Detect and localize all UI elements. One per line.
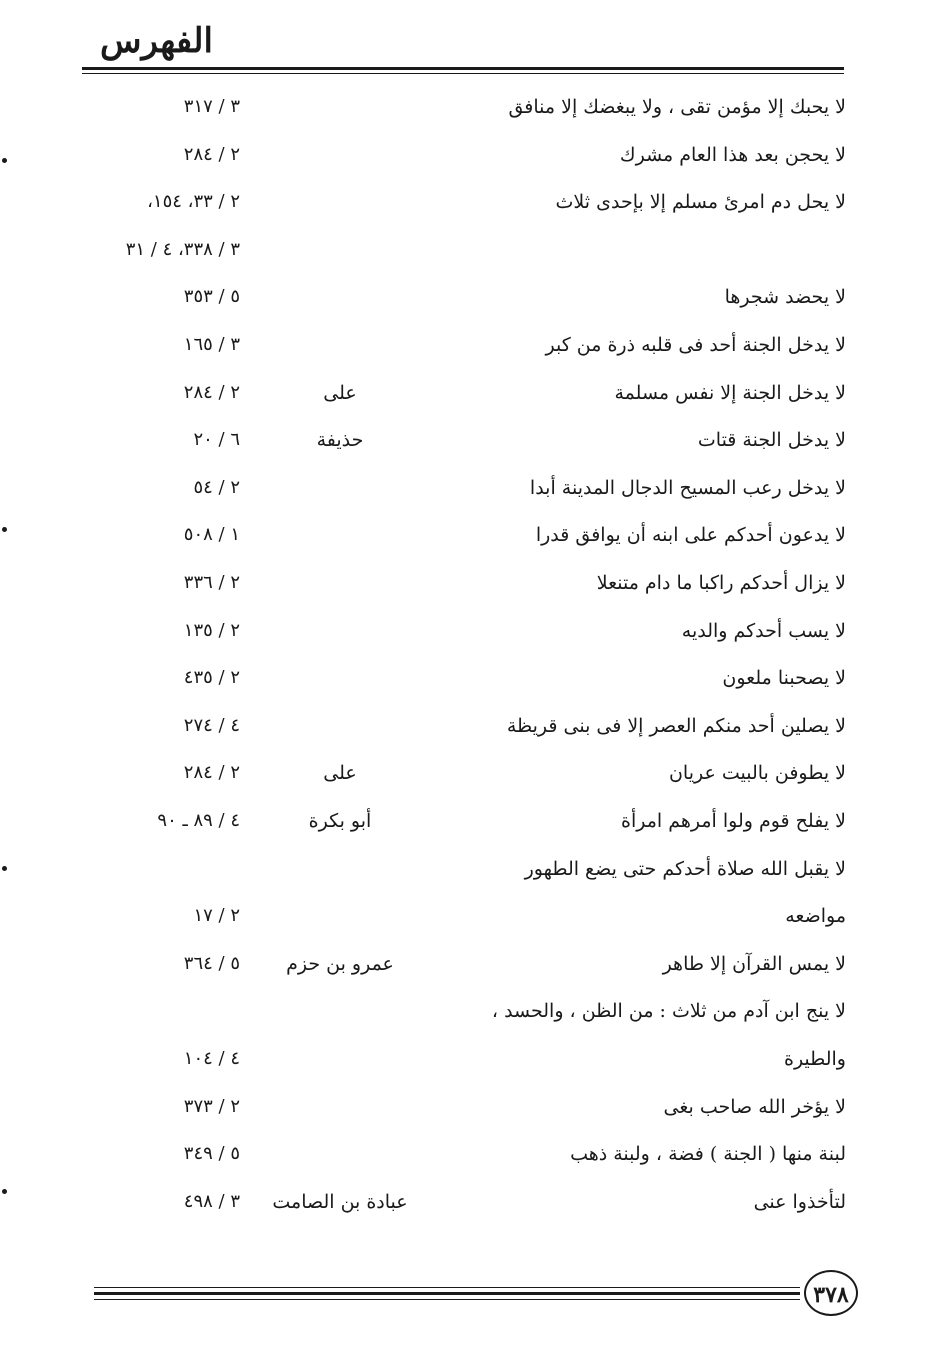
footer-rule-1: [94, 1287, 800, 1288]
volume-page-ref: ٤ / ٨٩ ـ ٩٠: [157, 810, 240, 831]
hadith-text: لا يدخل الجنة أحد فى قلبه ذرة من كبر: [545, 334, 846, 356]
hadith-text: لا يدخل رعب المسيح الدجال المدينة أبدا: [529, 477, 846, 499]
index-row: [60, 325, 846, 365]
hadith-text: مواضعه: [785, 905, 846, 927]
hadith-text: لا يحبك إلا مؤمن تقى ، ولا يبغضك إلا منافق: [508, 96, 846, 118]
margin-speck: [2, 158, 7, 163]
narrator: أبو بكرة: [308, 810, 372, 832]
footer-rule-3: [94, 1299, 800, 1300]
margin-speck: [2, 866, 7, 871]
index-row: [60, 801, 846, 841]
index-row: [60, 658, 846, 698]
volume-page-ref: ٢ / ٢٨٤: [183, 382, 240, 403]
index-row: [60, 182, 846, 222]
hadith-text: لا يقبل الله صلاة أحدكم حتى يضع الطهور: [524, 858, 846, 880]
volume-page-ref: ٣ / ٣١٧: [183, 96, 240, 117]
hadith-text: والطيرة: [783, 1048, 846, 1070]
volume-page-ref: ٢ / ١٧: [193, 905, 240, 926]
index-row: [60, 611, 846, 651]
index-row: [60, 1182, 846, 1222]
narrator: عبادة بن الصامت: [272, 1191, 408, 1213]
index-row: [60, 277, 846, 317]
hadith-text: لا يفلح قوم ولوا أمرهم امرأة: [621, 810, 846, 832]
volume-page-ref: ٢ / ٣٧٣: [183, 1096, 240, 1117]
index-row: [60, 135, 846, 175]
volume-page-ref: ٢ / ٢٨٤: [183, 762, 240, 783]
volume-page-ref: ٥ / ٣٦٤: [183, 953, 240, 974]
index-row: [60, 753, 846, 793]
hadith-text: لا يدخل الجنة قتات: [697, 429, 846, 451]
hadith-text: لا يدعون أحدكم على ابنه أن يوافق قدرا: [535, 524, 846, 546]
narrator: على: [323, 382, 357, 404]
index-row: [60, 1087, 846, 1127]
volume-page-ref: ١ / ٥٠٨: [183, 524, 240, 545]
narrator: عمرو بن حزم: [286, 953, 394, 975]
hadith-text: لا يصحبنا ملعون: [722, 667, 846, 689]
hadith-text: لا يؤخر الله صاحب بغى: [663, 1096, 846, 1118]
hadith-text: لا ينج ابن آدم من ثلاث : من الظن ، والحسد ،: [491, 1000, 846, 1022]
volume-page-ref: ٥ / ٣٤٩: [183, 1143, 240, 1164]
volume-page-ref: ٣ / ١٦٥: [183, 334, 240, 355]
index-row: [60, 420, 846, 460]
volume-page-ref: ٢ / ٣٣٦: [183, 572, 240, 593]
hadith-text: لتأخذوا عنى: [753, 1191, 846, 1213]
margin-speck: [2, 527, 7, 532]
index-row: [60, 1134, 846, 1174]
hadith-text: لا يمس القرآن إلا طاهر: [662, 953, 846, 975]
index-row: [60, 991, 846, 1031]
narrator: على: [323, 762, 357, 784]
hadith-text: لا يزال أحدكم راكبا ما دام متنعلا: [596, 572, 846, 594]
margin-speck: [2, 1189, 7, 1194]
hadith-text: لا يطوفن بالبيت عريان: [668, 762, 846, 784]
narrator: حذيفة: [316, 429, 364, 451]
index-row: [60, 1039, 846, 1079]
hadith-text: لا يحل دم امرئ مسلم إلا بإحدى ثلاث: [555, 191, 846, 213]
index-row: [60, 87, 846, 127]
volume-page-ref: ٥ / ٣٥٣: [183, 286, 240, 307]
hadith-text: لا يسب أحدكم والديه: [681, 620, 846, 642]
index-row: [60, 563, 846, 603]
header-rule-thick: [82, 67, 844, 70]
index-row: [60, 230, 846, 270]
index-row: [60, 896, 846, 936]
hadith-text: لا يحجن بعد هذا العام مشرك: [619, 144, 846, 166]
volume-page-ref: ٣ / ٤٩٨: [183, 1191, 240, 1212]
volume-page-ref: ٤ / ٢٧٤: [183, 715, 240, 736]
index-row: [60, 468, 846, 508]
index-row: [60, 849, 846, 889]
hadith-text: لا يحضد شجرها: [724, 286, 846, 308]
volume-page-ref: ٣ / ٣٣٨، ٤ / ٣١: [125, 239, 240, 260]
volume-page-ref: ٢ / ٤٣٥: [183, 667, 240, 688]
hadith-text: لا يدخل الجنة إلا نفس مسلمة: [614, 382, 846, 404]
volume-page-ref: ٦ / ٢٠: [193, 429, 240, 450]
index-row: [60, 515, 846, 555]
page-title: الفهرس: [100, 21, 213, 61]
index-row: [60, 944, 846, 984]
index-row: [60, 706, 846, 746]
index-row: [60, 373, 846, 413]
hadith-text: لا يصلين أحد منكم العصر إلا فى بنى قريظة: [506, 715, 846, 737]
hadith-text: لبنة منها ( الجنة ) فضة ، ولبنة ذهب: [570, 1143, 846, 1165]
volume-page-ref: ٢ / ٢٨٤: [183, 144, 240, 165]
header-rule-thin: [82, 73, 844, 74]
volume-page-ref: ٢ / ١٣٥: [183, 620, 240, 641]
page-number: ٣٧٨: [804, 1270, 858, 1316]
footer-rule-2: [94, 1292, 800, 1295]
volume-page-ref: ٢ / ٣٣، ١٥٤،: [147, 191, 240, 212]
volume-page-ref: ٤ / ١٠٤: [183, 1048, 240, 1069]
volume-page-ref: ٢ / ٥٤: [193, 477, 240, 498]
